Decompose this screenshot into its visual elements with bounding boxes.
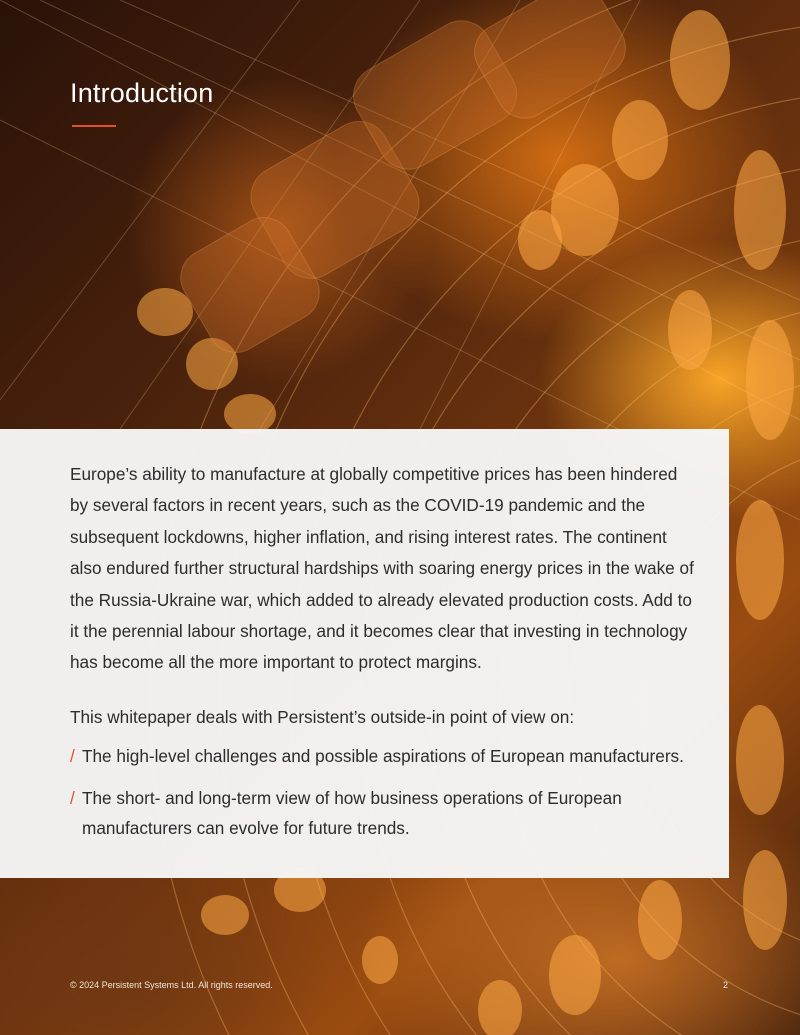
title-underline — [72, 125, 116, 127]
list-item — [70, 783, 690, 843]
page-number: 2 — [723, 980, 729, 990]
list-item — [70, 741, 690, 771]
footer-copyright: © 2024 Persistent Systems Ltd. All rights reserved. — [70, 980, 273, 990]
bullet-text: The short- and long-term view of how business operations of European manufacturers can evolve for future trends. — [82, 788, 622, 838]
bullet-slash-marker: / — [70, 746, 75, 766]
bullet-slash-marker: / — [70, 788, 75, 808]
bullet-list — [70, 741, 690, 855]
page-title: Introduction — [70, 78, 214, 108]
bullets-lead-text: This whitepaper deals with Persistent’s outside-in point of view on: — [70, 707, 575, 727]
bullet-text: The high-level challenges and possible aspirations of European manufacturers. — [82, 746, 684, 766]
intro-paragraph: Europe’s ability to manufacture at globally competitive prices has been hindered by several factors in recent years, such as the COVID-19 pandemic and the subsequent lockdowns, higher inflation, and rising interest rates. The continent also endured further structural hardships with soaring energy prices in the wake of the Russia-Ukraine war, which added to already elevated production costs. Add to it the perennial labour shortage, and it becomes clear that investing in technology has become all the more important to protect margins. — [70, 464, 694, 673]
